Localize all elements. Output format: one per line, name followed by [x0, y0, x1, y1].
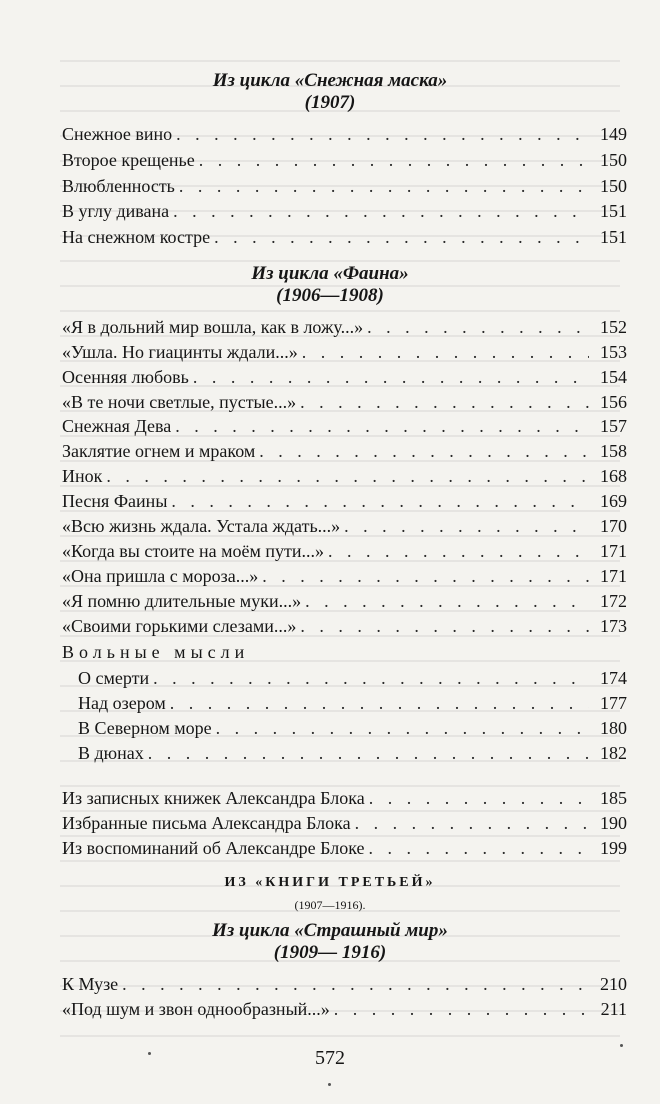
- toc-entry-page: 149: [600, 124, 627, 144]
- toc-entry-page: 172: [600, 591, 627, 611]
- toc-entry-page: 153: [600, 342, 627, 362]
- dot-leader: [328, 539, 589, 563]
- toc-entry[interactable]: [62, 614, 627, 638]
- toc-entry-title: В углу дивана: [62, 201, 170, 221]
- toc-entry-page: 199: [600, 838, 627, 858]
- toc-entry[interactable]: [62, 122, 627, 146]
- toc-entry-title: «Своими горькими слезами...»: [62, 616, 297, 636]
- page-number: 572: [315, 1047, 345, 1069]
- section-years: (1909— 1916): [273, 942, 387, 963]
- toc-entry-title: «Ушла. Но гиацинты ждали...»: [62, 342, 298, 362]
- toc-entry-title: Снежная Дева: [62, 416, 172, 436]
- toc-entry-page: 151: [600, 201, 627, 221]
- toc-entry-title: «Я помню длительные муки...»: [62, 591, 302, 611]
- dot-leader: [176, 122, 589, 146]
- section-title-snow-mask: [0, 70, 660, 114]
- toc-entry-page: 152: [600, 317, 627, 337]
- dot-leader: [193, 365, 589, 389]
- toc-entry[interactable]: [78, 691, 627, 715]
- toc-entry-page: 174: [600, 668, 627, 688]
- dot-leader: [262, 564, 589, 588]
- toc-entry-title: Второе крещенье: [62, 150, 195, 170]
- section-title-faina: [0, 263, 660, 307]
- toc-entry-page: 210: [600, 974, 627, 994]
- book-three-years: (1907—1916).: [294, 898, 366, 912]
- toc-entry-page: 168: [600, 466, 627, 486]
- dot-leader: [122, 972, 589, 996]
- toc-entry-title: Влюбленность: [62, 176, 175, 196]
- free-thoughts-heading: Вольные мысли: [62, 642, 250, 662]
- toc-entry-title: К Музе: [62, 974, 119, 994]
- dot-leader: [300, 614, 589, 638]
- dot-leader: [305, 589, 589, 613]
- toc-entry[interactable]: [62, 589, 627, 613]
- toc-entry[interactable]: [62, 489, 627, 513]
- toc-entry[interactable]: [62, 539, 627, 563]
- dot-leader: [175, 414, 589, 438]
- toc-entry-page: 151: [600, 227, 627, 247]
- toc-entry[interactable]: [62, 390, 627, 414]
- dot-leader: [369, 836, 589, 860]
- toc-entry[interactable]: [62, 315, 627, 339]
- section-title-terrible-world: [0, 920, 660, 964]
- toc-entry-title: Над озером: [78, 693, 166, 713]
- toc-entry-page: 190: [600, 813, 627, 833]
- toc-entry-page: 173: [600, 616, 627, 636]
- toc-entry[interactable]: [62, 564, 627, 588]
- dot-leader: [259, 439, 589, 463]
- print-speck: [148, 1052, 151, 1055]
- toc-entry-title: «Под шум и звон однообразный...»: [62, 999, 330, 1019]
- toc-entry-title: «Когда вы стоите на моём пути...»: [62, 541, 324, 561]
- toc-entry-title: «Она пришла с мороза...»: [62, 566, 259, 586]
- toc-entry[interactable]: [78, 716, 627, 740]
- toc-entry-title: Из записных книжек Александра Блока: [62, 788, 365, 808]
- toc-entry-page: 169: [600, 491, 627, 511]
- toc-entry[interactable]: [62, 148, 627, 172]
- section-years: (1906—1908): [276, 285, 384, 306]
- dot-leader: [369, 786, 589, 810]
- toc-entry-page: 211: [600, 999, 627, 1019]
- toc-entry-page: 157: [600, 416, 627, 436]
- toc-entry-page: 158: [600, 441, 627, 461]
- dot-leader: [300, 390, 589, 414]
- toc-entry-title: Избранные письма Александра Блока: [62, 813, 351, 833]
- toc-entry[interactable]: [62, 786, 627, 810]
- book-three-title: ИЗ «КНИГИ ТРЕТЬЕЙ»: [224, 875, 436, 890]
- toc-entry-page: 171: [600, 566, 627, 586]
- toc-entry-page: 150: [600, 176, 627, 196]
- dot-leader: [344, 514, 589, 538]
- section-title-text: Из цикла «Фаина»: [251, 263, 409, 284]
- toc-entry-page: 180: [600, 718, 627, 738]
- toc-entry[interactable]: [62, 972, 627, 996]
- dot-leader: [355, 811, 589, 835]
- toc-entry-title: О смерти: [78, 668, 150, 688]
- toc-entry-title: «Всю жизнь ждала. Устала ждать...»: [62, 516, 341, 536]
- toc-entry[interactable]: [62, 225, 627, 249]
- toc-entry-page: 170: [600, 516, 627, 536]
- toc-entry-page: 156: [600, 392, 627, 412]
- dot-leader: [367, 315, 589, 339]
- toc-entry[interactable]: [62, 464, 627, 488]
- toc-entry-title: Из воспоминаний об Александре Блоке: [62, 838, 365, 858]
- dot-leader: [334, 997, 589, 1021]
- print-speck: [620, 1044, 623, 1047]
- toc-entry[interactable]: [62, 365, 627, 389]
- toc-entry-page: 185: [600, 788, 627, 808]
- section-title-text: Из цикла «Снежная маска»: [212, 70, 448, 91]
- dot-leader: [171, 489, 589, 513]
- toc-entry-title: Снежное вино: [62, 124, 173, 144]
- toc-entry-title: «В те ночи светлые, пустые...»: [62, 392, 297, 412]
- toc-entry-page: 182: [600, 743, 627, 763]
- toc-entry-title: «Я в дольний мир вошла, как в ложу...»: [62, 317, 364, 337]
- toc-entry[interactable]: [62, 414, 627, 438]
- dot-leader: [153, 666, 589, 690]
- toc-entry-title: Песня Фаины: [62, 491, 168, 511]
- dot-leader: [148, 741, 589, 765]
- toc-entry-page: 171: [600, 541, 627, 561]
- toc-entry[interactable]: [78, 666, 627, 690]
- dot-leader: [199, 148, 589, 172]
- toc-entry[interactable]: [62, 439, 627, 463]
- toc-entry[interactable]: [78, 741, 627, 765]
- print-speck: [328, 1083, 331, 1086]
- toc-entry-title: В дюнах: [78, 743, 144, 763]
- toc-entry-title: Инок: [62, 466, 103, 486]
- section-title-text: Из цикла «Страшный мир»: [212, 920, 448, 941]
- toc-entry-title: Осенняя любовь: [62, 367, 189, 387]
- toc-entry[interactable]: [62, 811, 627, 835]
- dot-leader: [179, 174, 589, 198]
- toc-entry[interactable]: [62, 997, 627, 1021]
- toc-entry[interactable]: [62, 340, 627, 364]
- dot-leader: [216, 716, 589, 740]
- toc-entry-page: 154: [600, 367, 627, 387]
- section-years: (1907): [304, 92, 356, 113]
- toc-entry-title: На снежном костре: [62, 227, 211, 247]
- dot-leader: [106, 464, 589, 488]
- toc-entry-page: 177: [600, 693, 627, 713]
- dot-leader: [302, 340, 589, 364]
- toc-entry-title: В Северном море: [78, 718, 212, 738]
- dot-leader: [170, 691, 589, 715]
- toc-entry-page: 150: [600, 150, 627, 170]
- dot-leader: [214, 225, 589, 249]
- dot-leader: [173, 199, 589, 223]
- toc-entry-title: Заклятие огнем и мраком: [62, 441, 256, 461]
- toc-entry[interactable]: [62, 174, 627, 198]
- toc-entry[interactable]: [62, 514, 627, 538]
- toc-entry[interactable]: [62, 836, 627, 860]
- toc-entry[interactable]: [62, 199, 627, 223]
